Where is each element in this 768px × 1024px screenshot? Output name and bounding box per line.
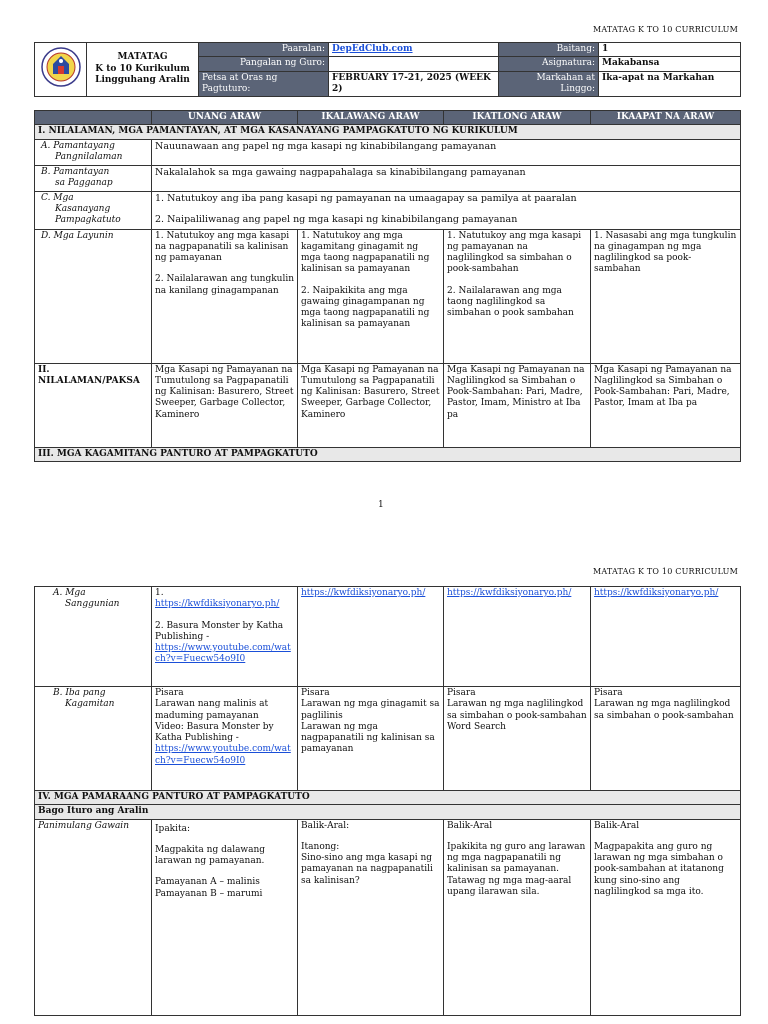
kasanayan-label-line-2: Kasanayang [55, 203, 111, 214]
sanggunian-day-1-video-link[interactable]: https://www.youtube.com/watch?v=Fuecw54o9I0 [155, 643, 291, 665]
sanggunian-day-1-number: 1. [155, 588, 164, 598]
iba-label-line-1: B. Iba pang [53, 688, 106, 698]
panimula-day-1-body: Magpakita ng dalawang larawan ng pamayanan. [155, 844, 266, 866]
iba-day-1-item-2: Larawan nang malinis at maduming pamayanan [155, 699, 269, 721]
deped-seal [35, 43, 87, 97]
bago-ituro-title: Bago Ituro ang Aralin [35, 805, 741, 819]
iba-day-1-item-1: Pisara [155, 688, 184, 698]
page-number: 1 [378, 500, 384, 510]
column-header-day-2: IKALAWANG ARAW [298, 111, 444, 125]
sanggunian-day-1 [152, 587, 298, 687]
nilalaman-label [35, 363, 152, 447]
layunin-day-2-item-1: 1. Natutukoy ang mga kagamitang ginagamit ng mga taong nagpapanatili ng kalinisan sa pamayanan [301, 230, 430, 275]
layunin-day-2-item-2: 2. Naipakikita ang mga gawaing ginagampanan ng mga taong nagpapanatili ng kalinisan sa pamayanan [301, 285, 430, 330]
layunin-day-2 [298, 229, 444, 363]
nilalaman-day-4: Mga Kasapi ng Pamayanan na Naglilingkod sa Simbahan o Pook-Sambahan: Pari, Madre, Pastor, Imam at Iba pa [591, 363, 741, 447]
panimula-day-3-body: Ipakikita ng guro ang larawan ng mga nagpapanatili ng kalinisan sa pamayanan. Tatawag ng mga mag-aaral upang ilarawan sila. [447, 841, 586, 897]
layunin-day-1-item-1: 1. Natutukoy ang mga kasapi na nagpapanatili sa kalinisan ng pamayanan [155, 230, 290, 263]
petsa-label: Petsa at Oras ng Pagtuturo: [199, 71, 329, 97]
lesson-header-table [34, 42, 741, 97]
sanggunian-day-4 [591, 587, 741, 687]
baitang-label: Baitang: [499, 43, 599, 57]
layunin-day-1-item-2: 2. Nailalarawan ang tungkulin na kanilang ginagampanan [155, 274, 295, 296]
lesson-plan-table-page-2 [34, 586, 741, 1016]
column-header-empty [35, 111, 152, 125]
markahan-value: Ika-apat na Markahan [599, 71, 741, 97]
pagganap-label-line-1: B. Pamantayan [41, 166, 110, 177]
iba-day-3-item-1: Pisara [447, 688, 476, 698]
layunin-day-3-item-2: 2. Nailalarawan ang mga taong naglilingkod sa simbahan o pook sambahan [447, 285, 574, 318]
markahan-label-line-1: Markahan at [536, 72, 595, 83]
column-header-row [35, 111, 741, 125]
iba-day-4 [591, 687, 741, 791]
section-3-title: III. MGA KAGAMITANG PANTURO AT PAMPAGKATUTO [35, 447, 741, 461]
layunin-day-3 [444, 229, 591, 363]
pamantayang-value: Nauunawaan ang papel ng mga kasapi ng kinabibilangang pamayanan [152, 139, 741, 165]
nilalaman-day-3: Mga Kasapi ng Pamayanan na Naglilingkod sa Simbahan o Pook-Sambahan: Pari, Madre, Pastor, Imam, Ministro at Iba pa [444, 363, 591, 447]
pamantayang-label-line-2: Pangnilalaman [55, 151, 123, 162]
layunin-label: D. Mga Layunin [35, 229, 152, 363]
iba-day-1 [152, 687, 298, 791]
pagganap-value: Nakalalahok sa mga gawaing nagpapahalaga sa kinabibilangang pamayanan [152, 165, 741, 191]
kasanayan-value [152, 191, 741, 229]
panimula-label: Panimulang Gawain [35, 819, 152, 1015]
layunin-day-3-item-1: 1. Natutukoy ang mga kasapi ng pamayanan na naglilingkod sa simbahan o pook-sambahan [447, 230, 582, 275]
iba-day-2 [298, 687, 444, 791]
guro-value [329, 57, 499, 71]
column-header-day-3: IKATLONG ARAW [444, 111, 591, 125]
kasanayan-item-2: 2. Naipaliliwanag ang papel ng mga kasapi ng kinabibilangang pamayanan [155, 214, 518, 226]
title-line-3: Lingguhang Aralin [95, 75, 190, 86]
sanggunian-day-1-link[interactable]: https://kwfdiksiyonaryo.ph/ [155, 599, 280, 610]
sanggunian-day-2-link[interactable]: https://kwfdiksiyonaryo.ph/ [301, 588, 426, 598]
panimula-day-1 [152, 819, 298, 1015]
panimula-day-3-head: Balik-Aral [447, 820, 493, 831]
nilalaman-day-1: Mga Kasapi ng Pamayanan na Tumutulong sa Pagpapanatili ng Kalinisan: Basurero, Street Sweeper, Garbage Collector, Kaminero [152, 363, 298, 447]
panimula-day-2-question-label: Itanong: [301, 841, 340, 852]
title-line-1: MATATAG [117, 51, 168, 62]
column-header-day-1: UNANG ARAW [152, 111, 298, 125]
baitang-value: 1 [599, 43, 741, 57]
iba-day-3-item-2: Larawan ng mga naglilingkod sa simbahan o pook-sambahan [447, 699, 587, 721]
asignatura-value: Makabansa [599, 57, 741, 71]
kasanayan-item-1: 1. Natutukoy ang iba pang kasapi ng pamayanan na umaagapay sa pamilya at paaralan [155, 192, 577, 204]
iba-day-4-item-1: Pisara [594, 688, 623, 698]
sanggunian-day-4-link[interactable]: https://kwfdiksiyonaryo.ph/ [594, 588, 719, 598]
panimula-day-2-head: Balik-Aral: [301, 820, 350, 831]
layunin-day-4 [591, 229, 741, 363]
kasanayan-label-line-1: C. Mga [41, 192, 74, 203]
iba-day-1-video-link[interactable]: https://www.youtube.com/watch?v=Fuecw54o9I0 [155, 744, 291, 766]
curriculum-label-page-2: MATATAG K TO 10 CURRICULUM [592, 567, 738, 576]
pamantayang-label [35, 139, 152, 165]
panimula-day-3 [444, 819, 591, 1015]
asignatura-label: Asignatura: [499, 57, 599, 71]
panimula-day-1-b: Pamayanan B – marumi [155, 888, 263, 899]
panimula-day-4-body: Magpapakita ang guro ng larawan ng mga simbahan o pook-sambahan at itatanong kung sino-sino ang naglilingkod sa mga ito. [594, 841, 724, 897]
iba-day-1-item-3: Video: Basura Monster by Katha Publishing - [155, 721, 274, 743]
sanggunian-label-line-2: Sanggunian [65, 599, 120, 610]
panimula-day-4-head: Balik-Aral [594, 820, 640, 831]
sanggunian-label [35, 587, 152, 687]
panimula-day-1-head: Ipakita: [155, 823, 191, 834]
title-line-2: K to 10 Kurikulum [95, 63, 190, 74]
column-header-day-4: IKAAPAT NA ARAW [591, 111, 741, 125]
pagganap-label-line-2: sa Pagganap [55, 177, 113, 188]
sanggunian-label-line-1: A. Mga [53, 588, 86, 598]
layunin-day-4-item-1: 1. Nasasabi ang mga tungkulin na ginagampan ng mga naglilingkod sa pook-sambahan [594, 230, 737, 275]
markahan-label-line-2: Linggo: [560, 83, 595, 94]
paaralan-value [329, 43, 499, 57]
nilalaman-label-line-1: II. [38, 364, 50, 375]
sanggunian-day-2 [298, 587, 444, 687]
kasanayan-label-line-3: Pampagkatuto [55, 215, 121, 225]
iba-label [35, 687, 152, 791]
document-title [87, 43, 199, 97]
markahan-label [499, 71, 599, 97]
iba-day-2-item-3: Larawan ng mga nagpapanatili ng kalinisan sa pamayanan [301, 721, 435, 755]
panimula-day-2-body: Sino-sino ang mga kasapi ng pamayanan na nagpapanatili sa kalinisan? [301, 853, 433, 886]
kasanayan-label [35, 191, 152, 229]
nilalaman-label-line-2: NILALAMAN/PAKSA [38, 375, 140, 386]
layunin-day-1 [152, 229, 298, 363]
guro-label: Pangalan ng Guro: [199, 57, 329, 71]
deped-seal-icon [41, 47, 81, 87]
petsa-value: FEBRUARY 17-21, 2025 (WEEK 2) [329, 71, 499, 97]
paaralan-label: Paaralan: [199, 43, 329, 57]
iba-day-2-item-1: Pisara [301, 688, 330, 698]
lesson-plan-table-page-1 [34, 110, 741, 462]
iba-day-3-item-3: Word Search [447, 721, 506, 732]
panimula-day-2 [298, 819, 444, 1015]
sanggunian-day-3-link[interactable]: https://kwfdiksiyonaryo.ph/ [447, 588, 572, 598]
section-4-title: IV. MGA PAMARAANG PANTURO AT PAMPAGKATUTO [35, 791, 741, 805]
nilalaman-day-2: Mga Kasapi ng Pamayanan na Tumutulong sa Pagpapanatili ng Kalinisan: Basurero, Street Sweeper, Garbage Collector, Kaminero [298, 363, 444, 447]
sanggunian-day-3 [444, 587, 591, 687]
iba-day-3 [444, 687, 591, 791]
iba-day-4-item-2: Larawan ng mga naglilingkod sa simbahan o pook-sambahan [594, 699, 734, 721]
section-1-title: I. NILALAMAN, MGA PAMANTAYAN, AT MGA KASANAYANG PAMPAGKATUTO NG KURIKULUM [35, 125, 741, 139]
paaralan-link[interactable]: DepEdClub.com [332, 44, 413, 54]
sanggunian-day-1-item-2: 2. Basura Monster by Katha Publishing - [155, 620, 284, 642]
pamantayang-label-line-1: A. Pamantayang [41, 140, 115, 151]
pagganap-label [35, 165, 152, 191]
panimula-day-1-a: Pamayanan A – malinis [155, 877, 260, 888]
iba-day-2-item-2: Larawan ng mga ginagamit sa paglilinis [301, 699, 440, 721]
panimula-day-4 [591, 819, 741, 1015]
curriculum-label: MATATAG K TO 10 CURRICULUM [592, 25, 738, 34]
iba-label-line-2: Kagamitan [65, 699, 115, 710]
